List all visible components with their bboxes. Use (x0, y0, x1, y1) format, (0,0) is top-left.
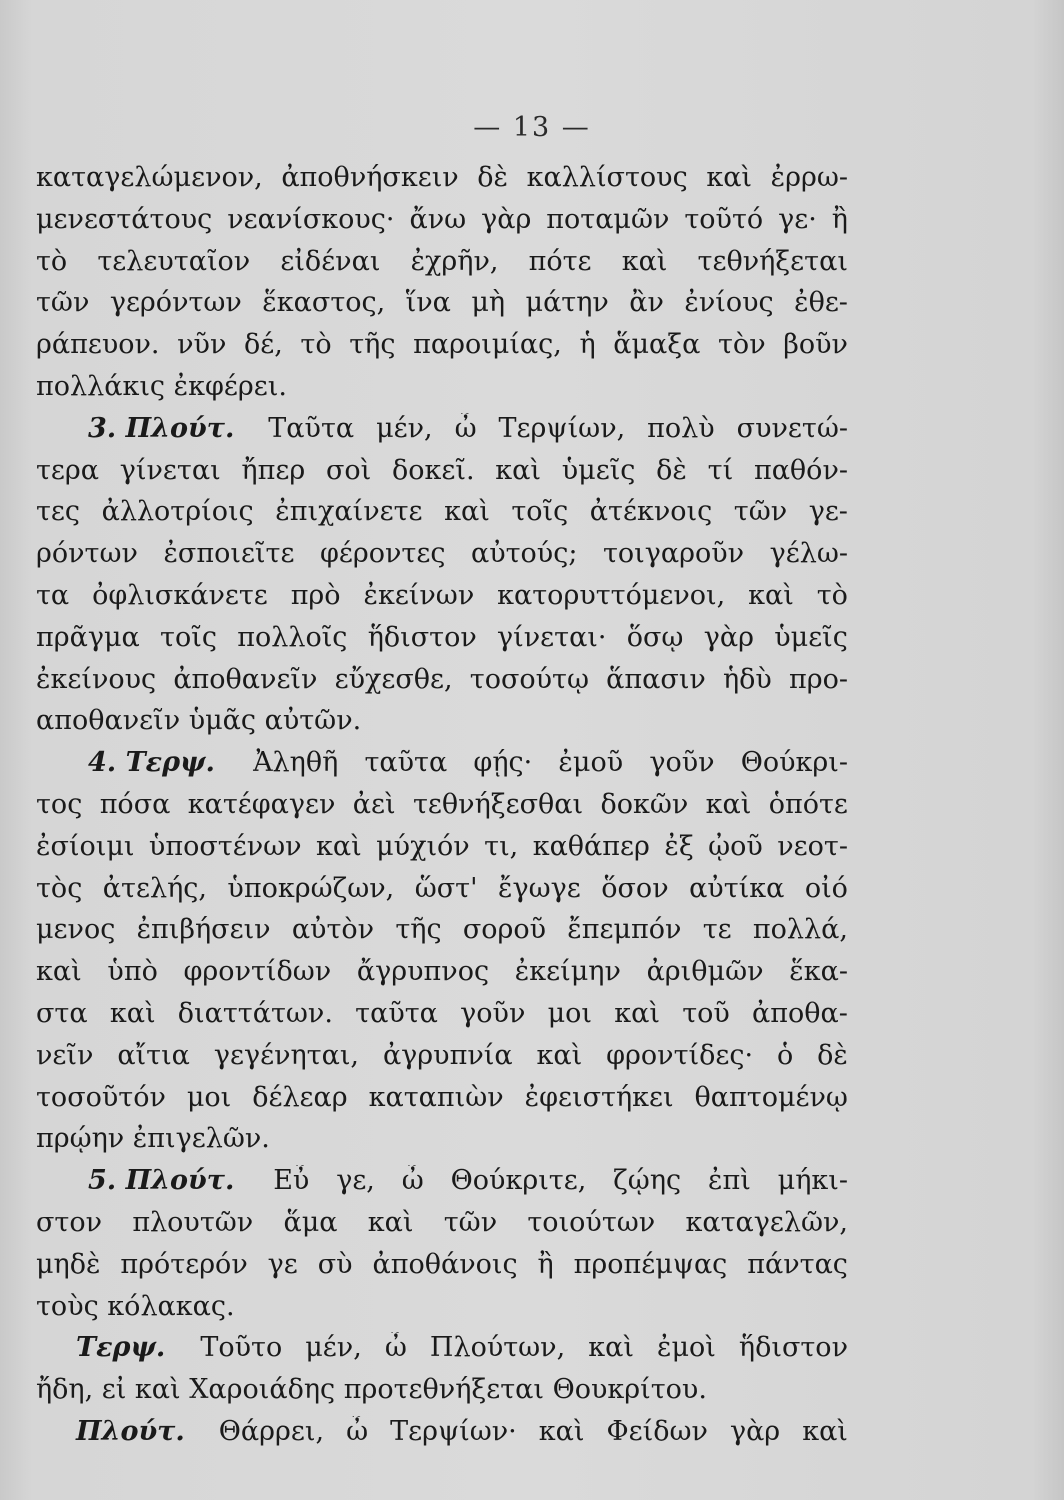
word: παθόν- (753, 454, 848, 486)
word: καὶ (802, 1415, 848, 1447)
word: ἄγρυπνος (356, 956, 490, 988)
word: συνετώ- (736, 412, 848, 444)
word: τεθνήξεται (697, 245, 848, 277)
word: μέν, (305, 1332, 362, 1364)
word: τι, (484, 830, 519, 862)
word: αὐτούς; (470, 538, 578, 570)
word: ζῴης (613, 1165, 682, 1197)
word: ὦ (454, 412, 477, 444)
word: ὦ (346, 1415, 369, 1447)
word: γέλω- (769, 538, 848, 570)
word: δέ, (243, 329, 283, 361)
text-line (36, 789, 848, 831)
word: καὶ (538, 1415, 585, 1447)
word: δοκεῖ. (392, 454, 475, 486)
word: τῆς (395, 914, 442, 946)
word: ᾠοῦ (708, 830, 763, 862)
word: γε- (808, 496, 848, 528)
text-line (36, 455, 848, 497)
word: φέροντες (319, 538, 446, 570)
text-line (36, 998, 848, 1040)
word: γε (267, 1248, 298, 1280)
word: ὑμεῖς (774, 621, 848, 653)
word: μενεστάτους (36, 203, 213, 235)
text-line (36, 705, 848, 747)
word: γὰρ (481, 203, 532, 235)
word: καὶ (444, 496, 490, 528)
word: δέλεαρ (252, 1081, 348, 1113)
word: σοὶ (325, 454, 372, 486)
word: ἵνα (405, 287, 451, 319)
word: μὴ (471, 287, 506, 319)
word: ὑποκρώζων, (227, 872, 395, 904)
text-line (36, 956, 848, 998)
page-number: — 13 — (473, 112, 591, 143)
word: Τοῦτο (200, 1332, 283, 1364)
word: ἐπιχαίνετε (275, 496, 423, 528)
word: ἐσίοιμι (36, 830, 135, 862)
text-line (36, 1416, 848, 1458)
word: καὶ (495, 454, 541, 486)
word: ὑμεῖς (561, 454, 636, 486)
text-line (36, 1249, 848, 1291)
text-line (36, 1291, 848, 1333)
word: ὀφλισκάνετε (92, 579, 268, 611)
word: τοσούτῳ (469, 663, 590, 695)
word: φροντίδων (183, 956, 332, 988)
word: παροιμίας, (413, 329, 562, 361)
word: τοιούτων (527, 1206, 656, 1238)
word: καταγελώμενον, (36, 162, 263, 193)
text-line (36, 1374, 848, 1416)
word: ἀεὶ (352, 788, 396, 820)
word: Τερψίων· (390, 1415, 517, 1447)
word: τοῖς (160, 621, 217, 653)
word: ὦ (401, 1165, 424, 1197)
word: ἐκείμην (514, 956, 621, 988)
word: μοι (186, 1081, 232, 1113)
word: νεοτ- (777, 830, 848, 862)
word: ἀποθα- (752, 997, 848, 1029)
word: γε· (778, 203, 817, 235)
text-line (36, 831, 848, 873)
word: τοῦ (682, 997, 730, 1029)
word: ἡδὺ (722, 663, 772, 695)
word: ὁπότε (768, 788, 848, 820)
word: τοῦτό (684, 203, 764, 235)
word: ἔγωγε (498, 872, 581, 904)
text-line (36, 287, 848, 329)
word: μηδὲ (36, 1248, 101, 1280)
word: πόσα (99, 788, 171, 820)
word: σὺ (317, 1248, 353, 1280)
word: τοῖς (511, 496, 569, 528)
word: ὅσον (601, 872, 669, 904)
word: ἐρρω- (770, 162, 848, 193)
word: πλουτῶν (132, 1206, 254, 1238)
word: ἤπερ (241, 454, 306, 486)
text-line (36, 1082, 848, 1124)
word: ἐθε- (794, 287, 848, 319)
word: Ἀληθῆ (253, 747, 339, 779)
text-line (36, 664, 848, 706)
word: μοι (547, 997, 593, 1029)
word: γε, (336, 1165, 375, 1197)
word: αὐτὸν (291, 914, 375, 946)
word: φροντίδες· (606, 1039, 754, 1071)
word: ἢ (831, 203, 848, 235)
word: ἀποθανεῖν (173, 663, 318, 695)
word: τῶν (36, 287, 90, 319)
word: πολὺ (647, 412, 715, 444)
word: ἕκα- (789, 956, 848, 988)
word: ἐπιβήσειν (136, 914, 271, 946)
word: τὸς (36, 872, 83, 904)
word: πρὸ (290, 579, 341, 611)
text-line (36, 1165, 848, 1207)
word: ὁ (776, 1039, 794, 1071)
line-text: αποθανεῖν ὑμᾶς αὐτῶν. (36, 705, 362, 737)
word: καθάπερ (532, 830, 650, 862)
word: ἐξ (664, 830, 694, 862)
word: αὐτίκα (689, 872, 785, 904)
text-line (36, 371, 848, 413)
word: καὶ (706, 162, 753, 193)
word: ἂν (629, 287, 664, 319)
word: καὶ (315, 830, 362, 862)
word: τῆς (349, 329, 396, 361)
word: καὶ (536, 1039, 583, 1071)
word: καταπιὼν (368, 1081, 504, 1113)
word: αἴτια (117, 1039, 190, 1071)
word: ἐφειστήκει (524, 1081, 674, 1113)
word: δὲ (817, 1039, 848, 1071)
word: μήκι- (777, 1165, 848, 1197)
word: τὸν (718, 329, 766, 361)
text-line (36, 914, 848, 956)
word: καταγελῶν, (685, 1206, 848, 1238)
word: καὶ (367, 1206, 414, 1238)
word: μύχιόν (376, 830, 470, 862)
word: ἀριθμῶν (646, 956, 764, 988)
word: Πλούτων, (429, 1332, 566, 1364)
word: Φείδων (606, 1415, 708, 1447)
word: γίνεται· (497, 621, 607, 653)
word: τῶν (733, 496, 788, 528)
word: στα (36, 997, 88, 1029)
word: στον (36, 1206, 103, 1238)
word: ὦ (384, 1332, 407, 1364)
text-line (36, 413, 848, 455)
word: ἐσποιεῖτε (163, 538, 295, 570)
speaker-label: Τερψ. (76, 1332, 166, 1364)
word: τερα (36, 454, 100, 486)
word: καὶ (109, 997, 156, 1029)
word: Τερψίων, (498, 412, 626, 444)
word: προ- (789, 663, 848, 695)
word: δοκῶν (600, 788, 689, 820)
word: τε (702, 914, 732, 946)
word: τος (36, 788, 83, 820)
line-text: ἤδη, εἰ καὶ Χαροιάδης προτεθνήξεται Θουκρίτου. (36, 1374, 707, 1406)
word: ἐμοῦ (558, 747, 624, 779)
text-line (36, 747, 848, 789)
text-line (36, 204, 848, 246)
word: τοιγαροῦν (602, 538, 745, 570)
word: εὔχεσθε, (334, 663, 453, 695)
text-line (36, 246, 848, 288)
word: οἰό (804, 872, 848, 904)
word: ἀποθνήσκειν (281, 162, 459, 193)
word: τα (36, 579, 70, 611)
word: Θούκριτε, (450, 1165, 587, 1197)
word: ἕκαστος, (262, 287, 386, 319)
word: ἀλλοτρίοις (101, 496, 254, 528)
word: μέν, (376, 412, 433, 444)
text-block (36, 162, 848, 1458)
word: ἢ (537, 1248, 554, 1280)
word: καὶ (748, 579, 794, 611)
word: Θούκρι- (740, 747, 848, 779)
word: τοσοῦτόν (36, 1081, 166, 1113)
word: μενος (36, 914, 116, 946)
text-line (36, 162, 848, 204)
word: γίνεται (119, 454, 221, 486)
line-text: τοὺς κόλακας. (36, 1290, 235, 1322)
word: καὶ (614, 997, 660, 1029)
word: πολλά, (752, 914, 848, 946)
word: ἐκείνων (363, 579, 475, 611)
word: ὑποστένων (148, 830, 302, 862)
word: τεθνήξεσθαι (412, 788, 584, 820)
word: ρόντων (36, 538, 138, 570)
word: ἐμοὶ (656, 1332, 716, 1364)
word: ἄνω (409, 203, 467, 235)
word: ταῦτα (364, 747, 448, 779)
word: διαττάτων. (177, 997, 333, 1029)
word: ὅσῳ (626, 621, 684, 653)
text-line (36, 329, 848, 371)
word: ἀποθάνοις (372, 1248, 518, 1280)
word: καὶ (705, 788, 752, 820)
word: πάντας (747, 1248, 848, 1280)
word: ἅπασιν (606, 663, 706, 695)
word: τες (36, 496, 81, 528)
word: πρότερόν (120, 1248, 248, 1280)
word: Ταῦτα (268, 412, 355, 444)
word: εἰδέναι (280, 245, 381, 277)
word: πρᾶγμα (36, 621, 140, 653)
word: ἡ (579, 329, 596, 361)
word: πότε (528, 245, 592, 277)
word: δὲ (656, 454, 687, 486)
speaker-label: Πλούτ. (76, 1415, 185, 1447)
text-line (36, 1332, 848, 1374)
word: πολλοῖς (237, 621, 348, 653)
word: ἐνίους (684, 287, 774, 319)
speaker-label: 5. Πλούτ. (88, 1165, 235, 1197)
speaker-label: 3. Πλούτ. (88, 412, 235, 444)
word: καὶ (588, 1332, 634, 1364)
word: μάτην (525, 287, 609, 319)
word: θαπτομένῳ (694, 1081, 848, 1113)
text-line (36, 580, 848, 622)
word: ἅμα (283, 1206, 338, 1238)
word: καλλίστους (526, 162, 688, 193)
word: ὥστ' (414, 872, 478, 904)
word: ἀγρυπνία (382, 1039, 513, 1071)
word: τί (707, 454, 734, 486)
word: τὸ (36, 245, 68, 277)
word: τελευταῖον (97, 245, 251, 277)
word: γὰρ (729, 1415, 781, 1447)
word: καὶ (36, 956, 82, 988)
word: Εὖ (273, 1165, 310, 1197)
text-line (36, 496, 848, 538)
line-text: πρῴην ἐπιγελῶν. (36, 1123, 270, 1155)
word: ὑπὸ (107, 956, 158, 988)
word: τὸ (816, 579, 848, 611)
word: τῶν (443, 1206, 498, 1238)
speaker-label: 4. Τερψ. (88, 747, 215, 779)
word: κατορυττόμενοι, (497, 579, 726, 611)
word: φῄς· (473, 747, 533, 779)
line-text: πολλάκις ἐκφέρει. (36, 370, 287, 402)
word: ἐχρῆν, (410, 245, 499, 277)
word: ταῦτα (355, 997, 438, 1029)
word: ποταμῶν (546, 203, 670, 235)
word: ἥδιστον (367, 621, 477, 653)
word: ἔπεμπόν (567, 914, 682, 946)
word: ἀτελής, (102, 872, 207, 904)
word: τὸ (300, 329, 332, 361)
word: γερόντων (109, 287, 242, 319)
word: ἐπὶ (707, 1165, 751, 1197)
word: κατέφαγεν (187, 788, 336, 820)
text-line (36, 538, 848, 580)
word: γεγένηται, (213, 1039, 360, 1071)
word: ράπευον. (36, 329, 160, 361)
word: ἐκείνους (36, 663, 157, 695)
word: νεῖν (36, 1039, 94, 1071)
word: ἥδιστον (738, 1332, 848, 1364)
text-line (36, 873, 848, 915)
word: νεανίσκους· (227, 203, 395, 235)
word: νῦν (177, 329, 227, 361)
text-line (36, 1207, 848, 1249)
word: γοῦν (460, 997, 526, 1029)
word: σοροῦ (462, 914, 547, 946)
text-line (36, 1040, 848, 1082)
word: ἅμαξα (613, 329, 701, 361)
word: καὶ (621, 245, 668, 277)
word: γοῦν (649, 747, 715, 779)
word: δὲ (477, 162, 509, 193)
word: γὰρ (703, 621, 754, 653)
word: ἀτέκνοις (589, 496, 713, 528)
text-line (36, 1123, 848, 1165)
word: Θάρρει, (218, 1415, 325, 1447)
word: προπέμψας (573, 1248, 728, 1280)
word: βοῦν (783, 329, 848, 361)
text-line (36, 622, 848, 664)
